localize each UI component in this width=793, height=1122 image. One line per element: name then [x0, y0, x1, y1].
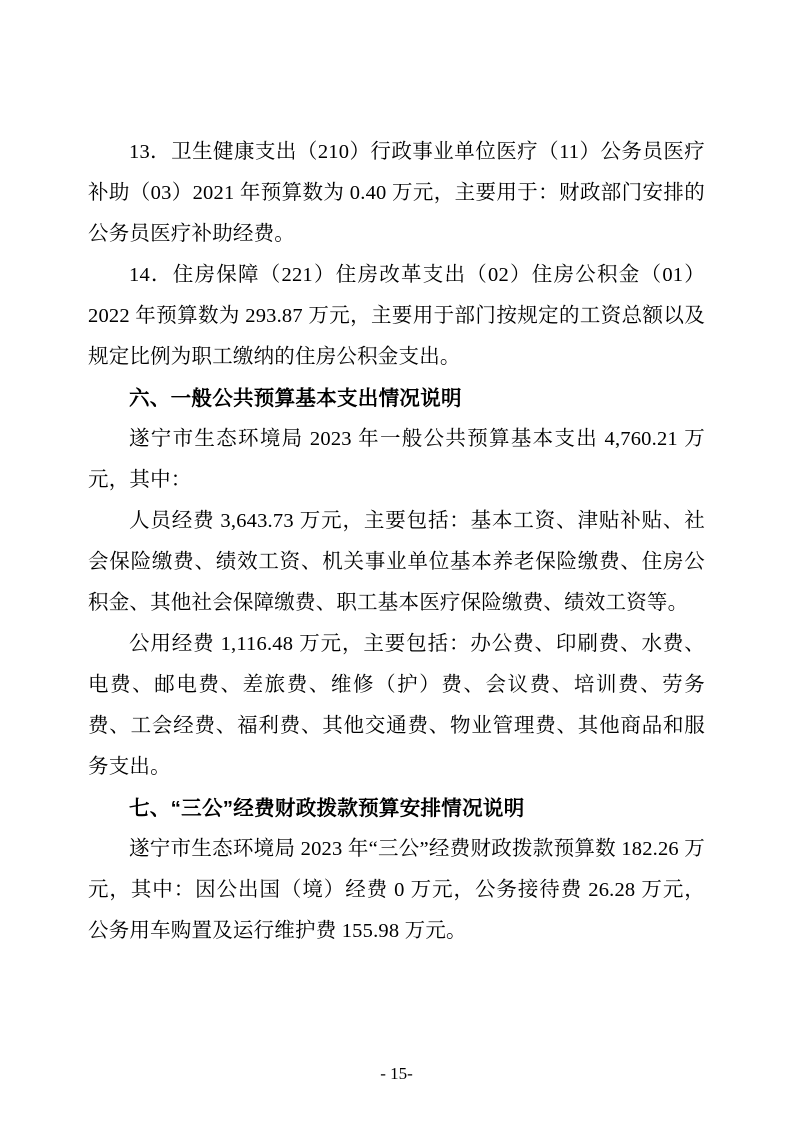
section-heading-six: 六、一般公共预算基本支出情况说明 — [129, 387, 462, 410]
paragraph-item-13: 13．卫生健康支出（210）行政事业单位医疗（11）公务员医疗补助（03）2021 年预算数为 0.40 万元，主要用于：财政部门安排的公务员医疗补助经费。 — [88, 141, 705, 245]
paragraph-personnel-expenses: 人员经费 3,643.73 万元，主要包括：基本工资、津贴补贴、社会保险缴费、绩效工资、机关事业单位基本养老保险缴费、住房公积金、其他社会保障缴费、职工基本医疗保险缴费、绩效工资等。 — [88, 510, 705, 614]
page-number: - 15- — [380, 1064, 413, 1083]
paragraph-item-14: 14．住房保障（221）住房改革支出（02）住房公积金（01）2022 年预算数为 293.87 万元，主要用于部门按规定的工资总额以及规定比例为职工缴纳的住房公积金支出。 — [88, 264, 705, 368]
section-heading-seven: 七、“三公”经费财政拨款预算安排情况说明 — [129, 797, 525, 820]
paragraph-three-public-expenses: 遂宁市生态环境局 2023 年“三公”经费财政拨款预算数 182.26 万元，其中：因公出国（境）经费 0 万元，公务接待费 26.28 万元，公务用车购置及运行维护费 155.98 万元。 — [88, 838, 705, 942]
document-body — [88, 132, 705, 952]
paragraph-basic-expenditure-total: 遂宁市生态环境局 2023 年一般公共预算基本支出 4,760.21 万元，其中： — [88, 428, 705, 491]
paragraph-public-expenses: 公用经费 1,116.48 万元，主要包括：办公费、印刷费、水费、电费、邮电费、差旅费、维修（护）费、会议费、培训费、劳务费、工会经费、福利费、其他交通费、物业管理费、其他商品和服务支出。 — [88, 633, 705, 778]
